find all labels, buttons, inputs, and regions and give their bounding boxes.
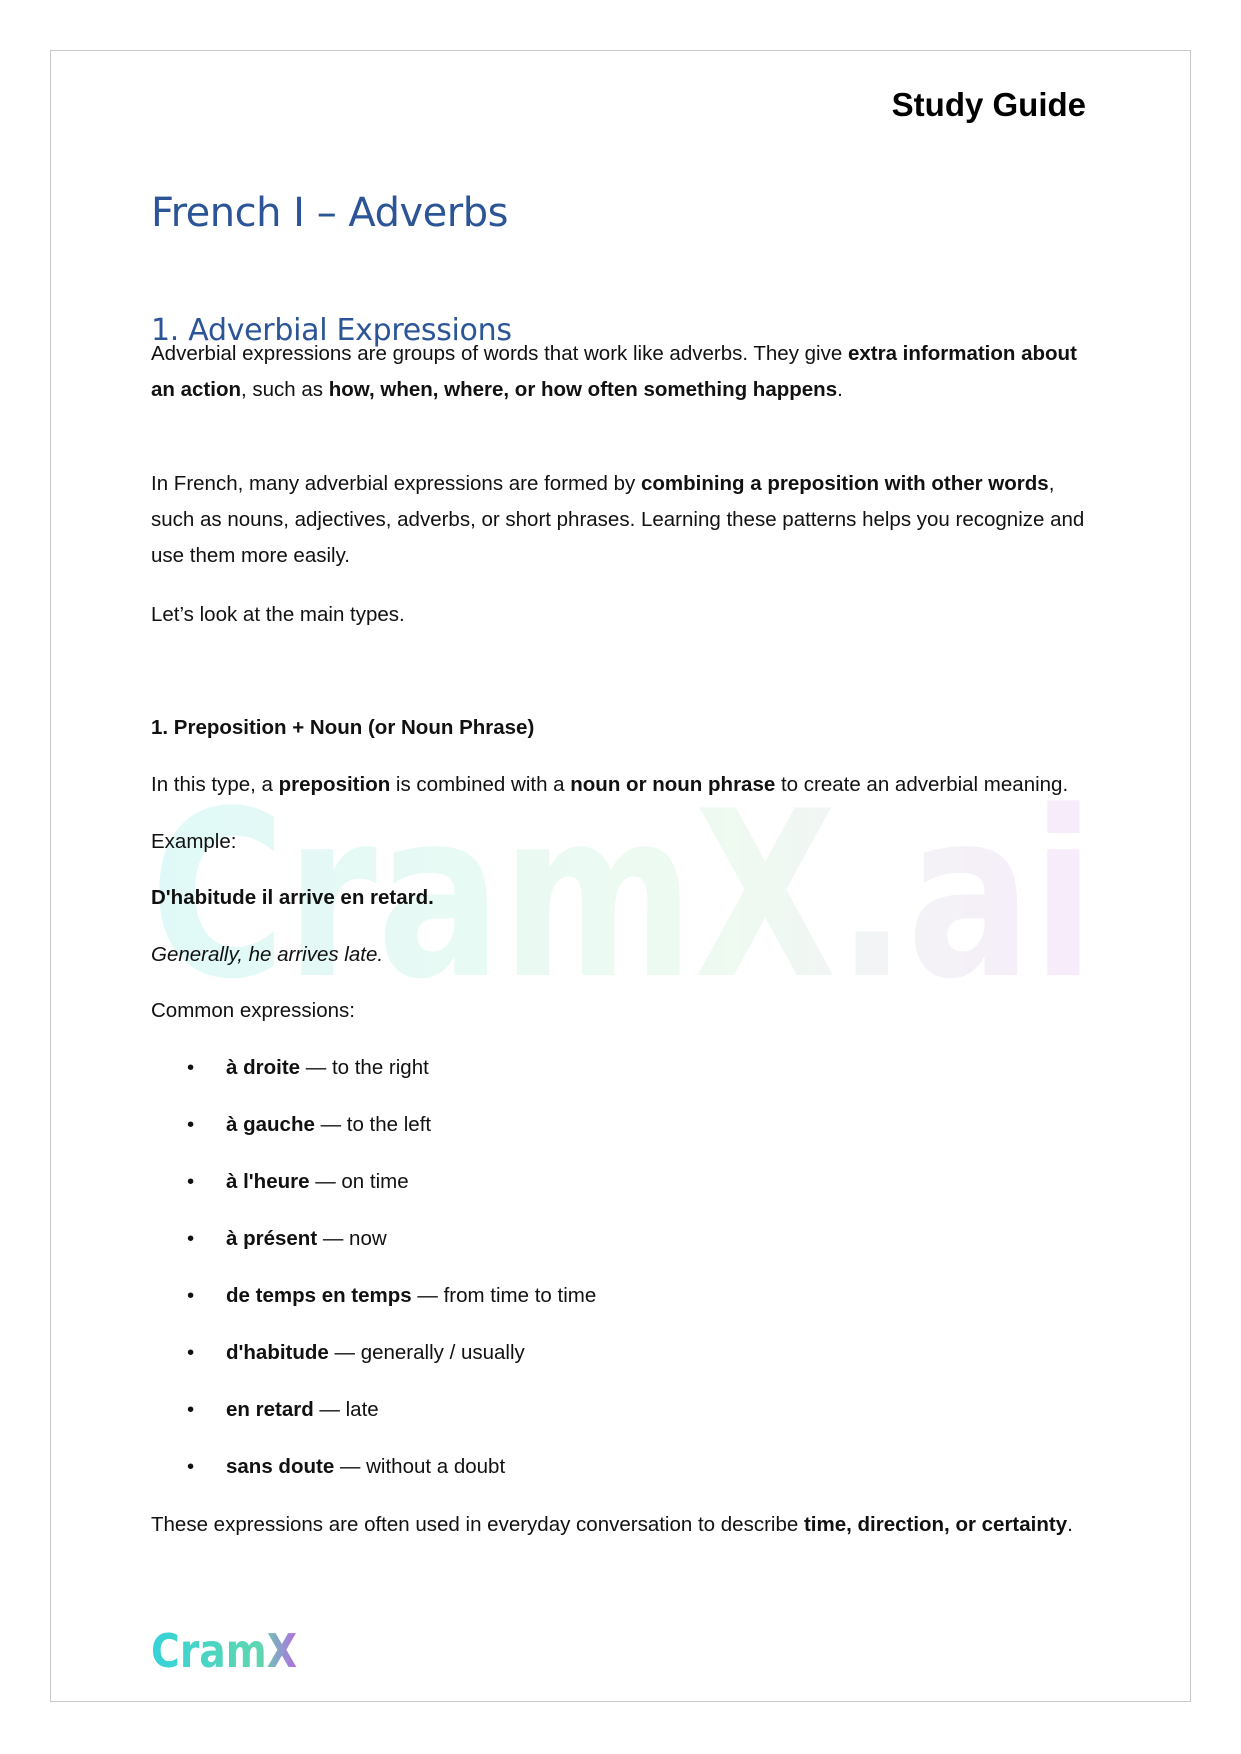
bullet: • [187,1341,195,1364]
cramx-logo [151,1625,301,1675]
list-item: • à gauche — to the left [151,1107,596,1164]
bullet: • [187,1056,195,1079]
list-item: • à présent — now [151,1221,596,1278]
bullet: • [187,1113,195,1136]
list-item: • d'habitude — generally / usually [151,1335,596,1392]
list-item: • à droite — to the right [151,1050,596,1107]
subsection-description: In this type, a preposition is combined with a noun or noun phrase to create an adverbial meaning. [151,773,1069,796]
common-expressions-label: Common expressions: [151,999,355,1022]
header-title: Study Guide [891,86,1086,123]
intro-paragraph-1: Adverbial expressions are groups of words that work like adverbs. They give extra information about an action, such as how, when, where, or how often something happens. [151,342,1077,401]
intro-paragraph-2: In French, many adverbial expressions are formed by combining a preposition with other words, such as nouns, adjectives, adverbs, or short phrases. Learning these patterns helps you recognize and use them more easily. [151,472,1085,567]
bullet: • [187,1398,195,1421]
bullet: • [187,1455,195,1478]
subsection-heading: 1. Preposition + Noun (or Noun Phrase) [151,716,535,739]
intro-paragraph-3: Let’s look at the main types. [151,603,405,626]
example-french: D'habitude il arrive en retard. [151,886,434,909]
closing-paragraph: These expressions are often used in everyday conversation to describe time, direction, or certainty. [151,1513,1073,1536]
document-title: French I – Adverbs [151,190,508,236]
list-item: • à l'heure — on time [151,1164,596,1221]
section-heading: 1. Adverbial Expressions [151,313,512,348]
watermark-text: CramX.ai [150,763,1095,1010]
example-label: Example: [151,830,237,853]
bullet: • [187,1170,195,1193]
logo-text: CramX [151,1625,297,1675]
expressions-list [151,1050,596,1506]
list-item: • de temps en temps — from time to time [151,1278,596,1335]
example-english: Generally, he arrives late. [151,943,384,966]
list-item: • sans doute — without a doubt [151,1449,596,1506]
bullet: • [187,1284,195,1307]
bullet: • [187,1227,195,1250]
list-item: • en retard — late [151,1392,596,1449]
